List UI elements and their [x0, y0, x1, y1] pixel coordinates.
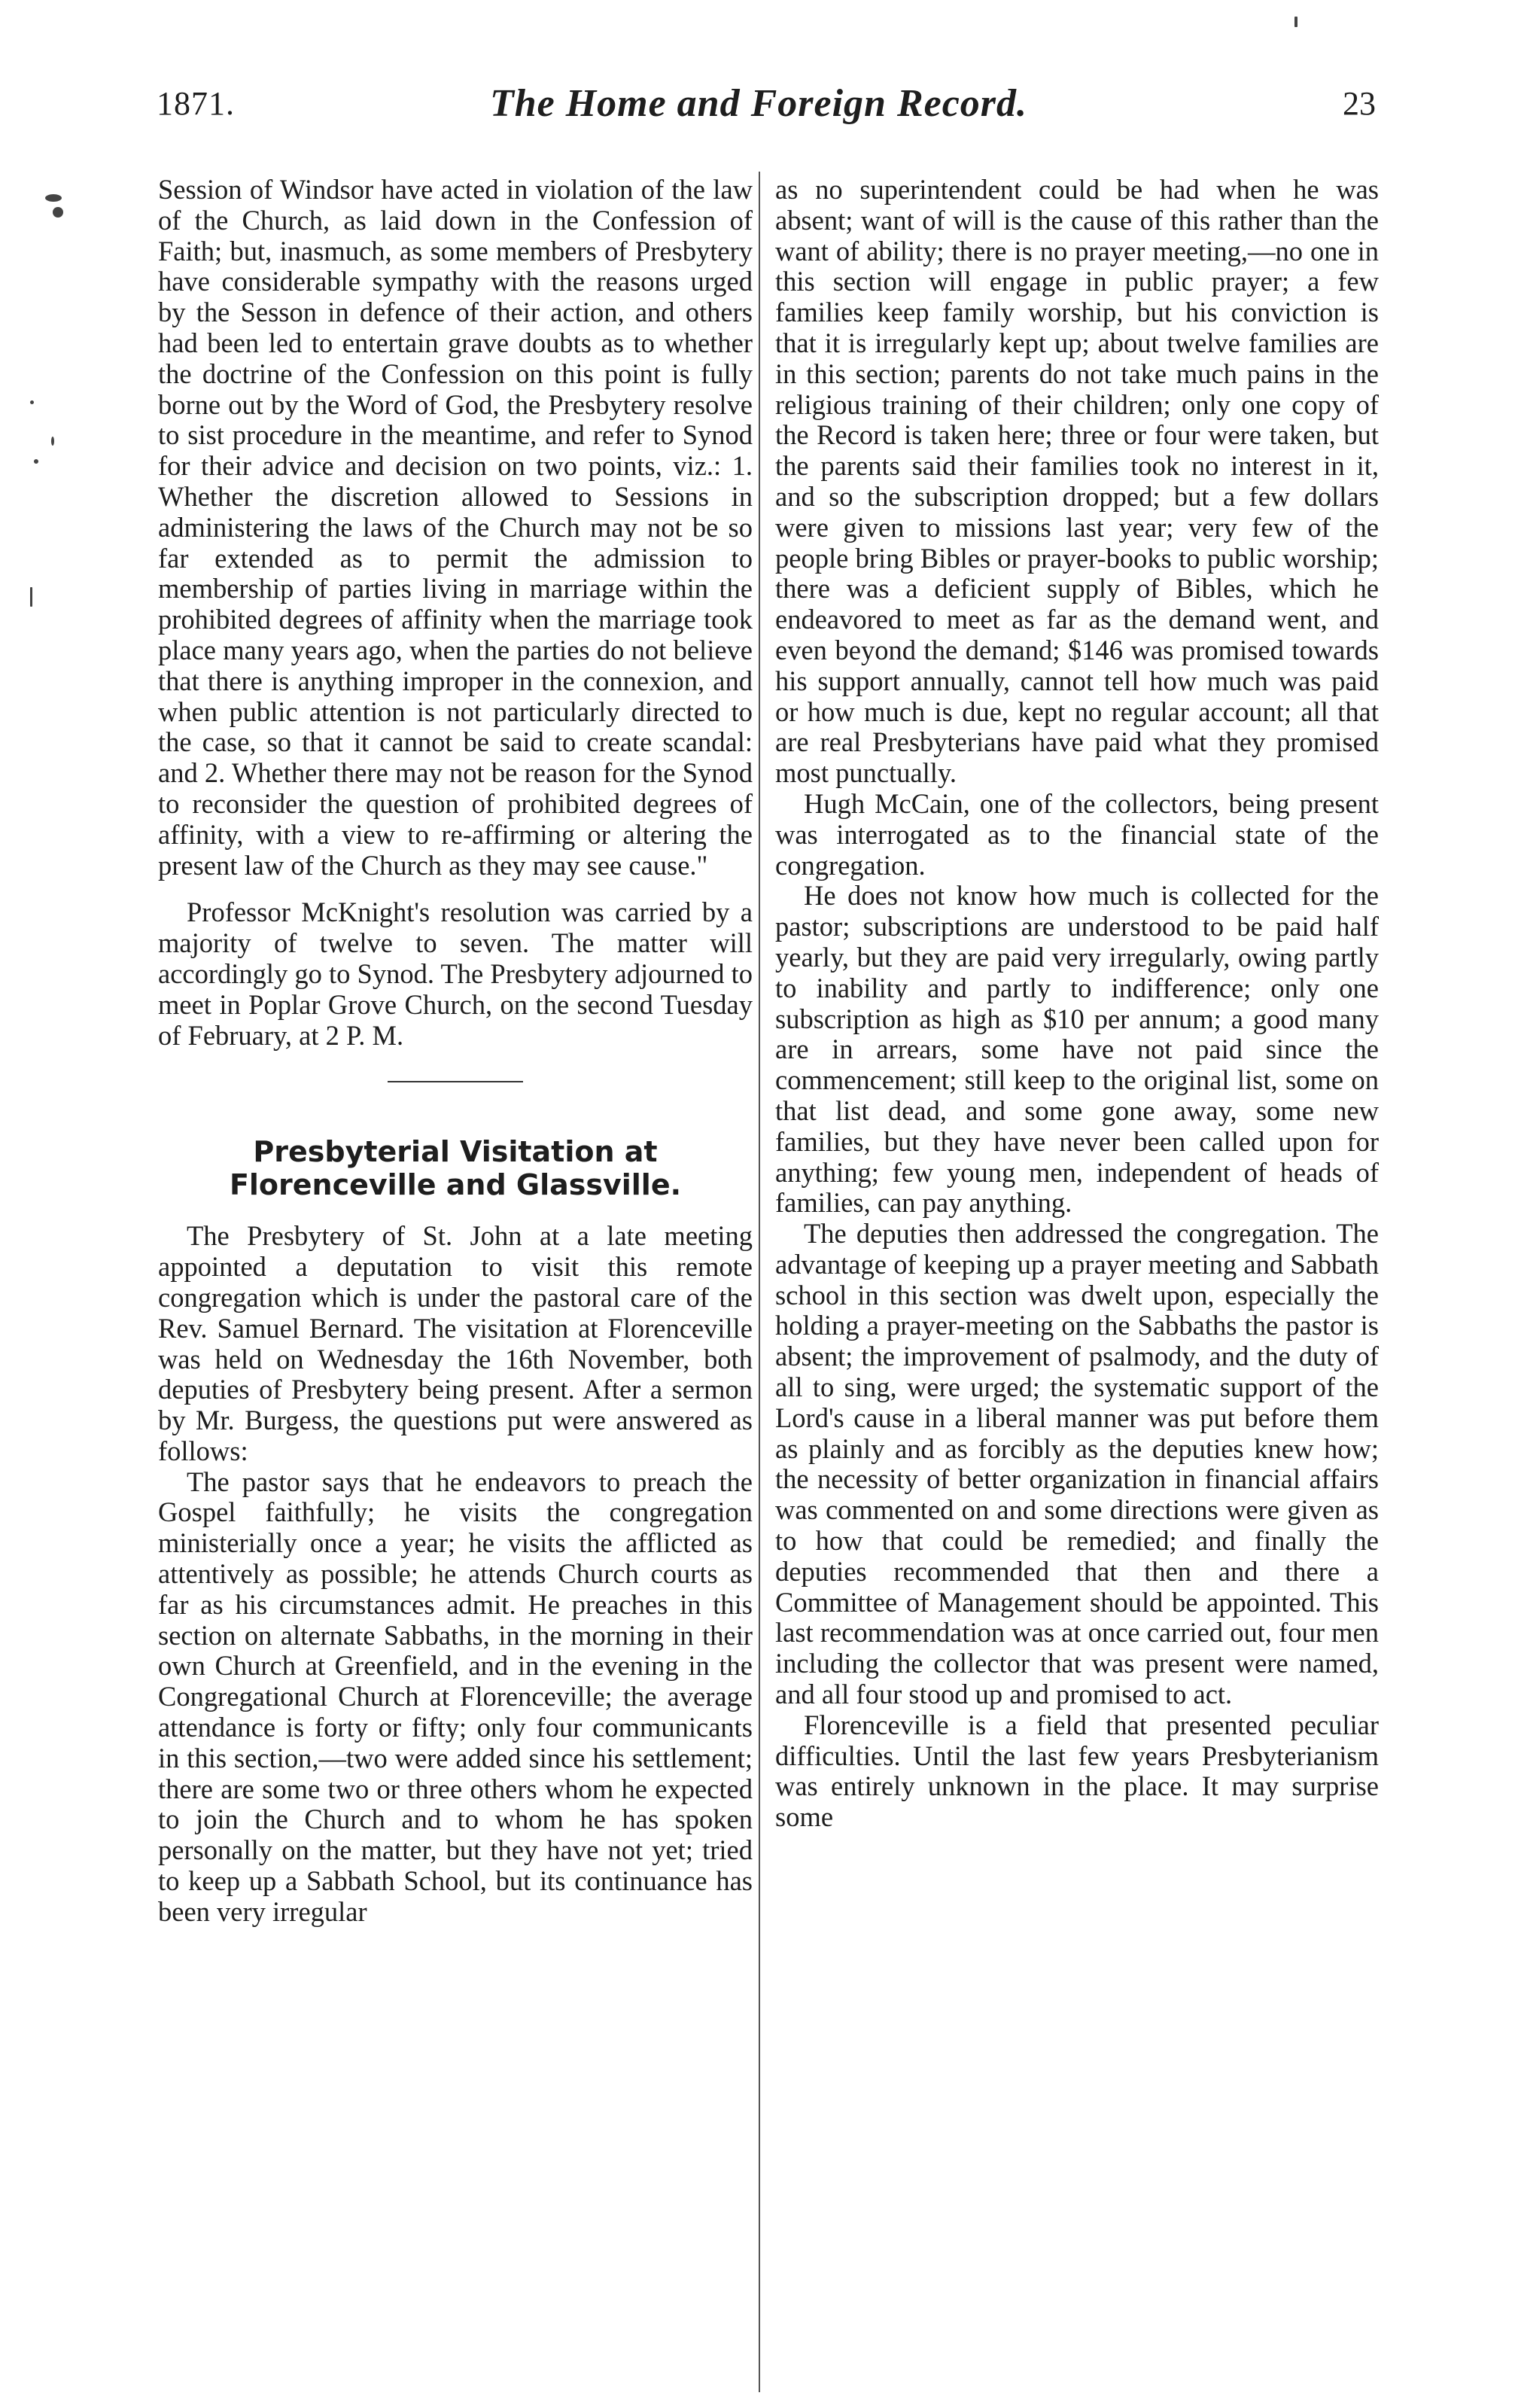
paragraph: as no superintendent could be had when he was absent; want of will is the cause of this rather than the want of ability; there is no prayer meeting,—no one in this section will engage in public prayer; a few families keep family worship, but his conviction is that it is irregularly kept up; about twelve families are in this section; parents do not take much pains in the religious training of their children; only one copy of the Record is taken here; three or four were taken, but the parents said their families took no interest in it, and so the subscription dropped; but a few dollars were given to missions last year; very few of the people bring Bibles or prayer-books to public worship; there was a deficient supply of Bibles, which he endeavored to meet as far as the demand went, and even beyond the demand; $146 was promised towards his support annually, cannot tell how much was paid or how much is due, kept no regular account; all that are real Presbyterians have paid what they promised most punctually. — [775, 174, 1379, 789]
margin-speck — [1294, 17, 1297, 27]
running-header — [157, 84, 1376, 145]
paragraph: The deputies then addressed the congregation. The advantage of keeping up a prayer meeting and Sabbath school in this section was dwelt upon, especially the holding a prayer-meeting on the Sabbaths the pastor is absent; the improvement of psalmody, and the duty of all to sing, were urged; the systematic support of the Lord's cause in a liberal manner was put before them as plainly and as forcibly as the deputies knew how; the necessity of better organization in financial affairs was commented on and some directions were given as to how that could be remedied; and finally the deputies recommended that then and there a Committee of Management should be appointed. This last recommendation was at once carried out, four men including the collector that was present were named, and all four stood up and promised to act. — [775, 1218, 1379, 1710]
margin-speck — [45, 194, 62, 202]
paragraph: The Presbytery of St. John at a late meeting appointed a deputation to visit this remote congregation which is under the pastoral care of the Rev. Samuel Bernard. The visitation at Florenceville was held on Wednesday the 16th November, both deputies of Presbytery being present. After a sermon by Mr. Burgess, the questions put were answered as follows: — [158, 1220, 753, 1466]
paragraph: Session of Windsor have acted in violation of the law of the Church, as laid down in the Confession of Faith; but, inasmuch, as some members of Presbytery have considerable sympathy with the reasons urged by the Sesson in defence of their action, and others had been led to entertain grave doubts as to whether the doctrine of the Confession on this point is fully borne out by the Word of God, the Presbytery resolve to sist procedure in the meantime, and refer to Synod for their advice and decision on two points, viz.: 1. Whether the discretion allowed to Sessions in administering the laws of the Church may not be so far extended as to permit the admission to membership of parties living in marriage within the prohibited degrees of affinity when the marriage took place many years ago, when the parties do not believe that there is anything improper in the connexion, and when public attention is not particularly directed to the case, so that it cannot be said to create scandal: and 2. Whether there may not be reason for the Synod to reconsider the question of prohibited degrees of affinity, with a view to re-affirming or altering the present law of the Church as they may see cause." — [158, 174, 753, 881]
header-year: 1871. — [157, 85, 235, 122]
margin-speck — [51, 437, 54, 446]
margin-speck — [30, 400, 34, 404]
paragraph: The pastor says that he endeavors to preach the Gospel faithfully; he visits the congregation ministerially once a year; he visits the afflicted as attentively as possible; he attends Church courts as far as his circumstances admit. He preaches in this section on alternate Sabbaths, in the morning in their own Church at Greenfield, and in the evening in the Congregational Church at Florenceville; the average attendance is forty or fifty; only four communicants in this section,—two were added since his settlement; there are some two or three others whom he expected to join the Church and to whom he has spoken personally on the matter, but they have not yet; tried to keep up a Sabbath School, but its continuance has been very irregular — [158, 1466, 753, 1927]
column-divider — [759, 172, 760, 2392]
header-title: The Home and Foreign Record. — [489, 82, 1028, 125]
section-divider — [388, 1081, 523, 1082]
margin-speck — [34, 459, 38, 464]
page-number: 23 — [1343, 85, 1376, 122]
margin-speck — [30, 587, 32, 607]
paragraph: Hugh McCain, one of the collectors, being present was interrogated as to the financial state of the congregation. — [775, 787, 1379, 881]
paragraph: He does not know how much is collected for the pastor; subscriptions are understood to be paid half yearly, but they are paid very irregularly, owing partly to inability and partly to indifference; only one subscription as high as $10 per annum; a good many are in arrears, some have not paid since the commencement; still keep to the original list, some on that list dead, and some gone away, some new families, but they have never been called upon for anything; few young men, independent of heads of families, can pay anything. — [775, 880, 1379, 1219]
paragraph: Professor McKnight's resolution was carried by a majority of twelve to seven. The matter will accordingly go to Synod. The Presbytery adjourned to meet in Poplar Grove Church, on the second Tuesday of February, at 2 P. M. — [158, 897, 753, 1051]
paragraph: Florenceville is a field that presented peculiar difficulties. Until the last few years Presbyterianism was entirely unknown in the place. It may surprise some — [775, 1709, 1379, 1833]
section-heading: Presbyterial Visitation at Florenceville and Glassville. — [229, 1135, 682, 1202]
left-column — [158, 175, 753, 1928]
margin-speck — [53, 207, 63, 218]
right-column — [775, 175, 1379, 1833]
